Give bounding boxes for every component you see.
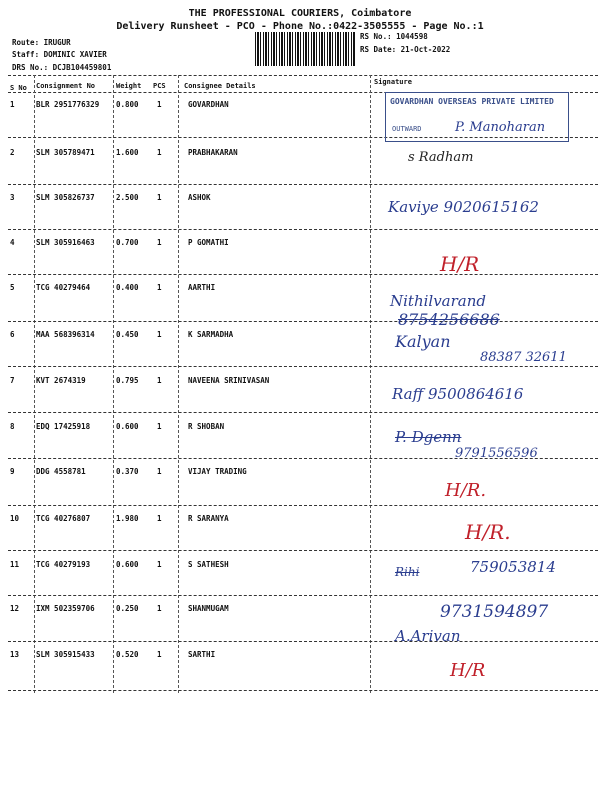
row-pcs: 1 xyxy=(157,148,162,157)
row-consignee: PRABHAKARAN xyxy=(188,148,238,157)
col-consignment: Consignment No xyxy=(36,82,96,90)
signature-5a: Nithilvarand xyxy=(390,292,486,310)
row-consignment: TCG 40279464 xyxy=(36,283,91,292)
row-sno: 6 xyxy=(10,330,15,339)
row-pcs: 1 xyxy=(157,238,162,247)
row-consignee: GOVARDHAN xyxy=(188,100,229,109)
row-consignee: AARTHI xyxy=(188,283,216,292)
row-weight: 2.500 xyxy=(116,193,139,202)
row-weight: 1.600 xyxy=(116,148,139,157)
row-sno: 1 xyxy=(10,100,15,109)
row-consignee: R SARANYA xyxy=(188,514,229,523)
row-sno: 2 xyxy=(10,148,15,157)
row-sno: 11 xyxy=(10,560,20,569)
row-consignee: VIJAY TRADING xyxy=(188,467,247,476)
row-sno: 4 xyxy=(10,238,15,247)
row-weight: 0.800 xyxy=(116,100,139,109)
row-sno: 13 xyxy=(10,650,20,659)
row-divider xyxy=(8,184,598,185)
row-consignment: BLR 2951776329 xyxy=(36,100,100,109)
rs-number: RS No.: 1044598 xyxy=(360,32,428,41)
row-pcs: 1 xyxy=(157,560,162,569)
column-divider xyxy=(34,75,35,693)
company-title: THE PROFESSIONAL COURIERS, Coimbatore xyxy=(188,8,412,19)
row-consignee: R SHOBAN xyxy=(188,422,225,431)
signature-11: 759053814 xyxy=(470,558,556,576)
row-consignee: NAVEENA SRINIVASAN xyxy=(188,376,270,385)
row-sno: 7 xyxy=(10,376,15,385)
row-consignment: SLM 305826737 xyxy=(36,193,95,202)
signature-12a: 9731594897 xyxy=(440,602,549,622)
signature-7: Raff 9500864616 xyxy=(392,385,524,403)
signature-4: H/R xyxy=(440,252,480,276)
col-weight: Weight xyxy=(116,82,142,90)
column-divider xyxy=(113,75,114,693)
signature-3: Kaviye 9020615162 xyxy=(388,198,539,216)
row-sno: 5 xyxy=(10,283,15,292)
drs-number: DRS No.: DCJB104459801 xyxy=(12,63,112,72)
signature-13: H/R xyxy=(450,660,486,681)
row-consignment: MAA 568396314 xyxy=(36,330,95,339)
row-divider xyxy=(8,595,598,596)
row-weight: 0.450 xyxy=(116,330,139,339)
route-label: Route: IRUGUR xyxy=(12,38,71,47)
stamp-name: GOVARDHAN OVERSEAS PRIVATE LIMITED xyxy=(390,97,554,106)
row-consignee: SARTHI xyxy=(188,650,216,659)
signature-5b: 8754256686 xyxy=(398,310,500,329)
signature-12b: A.Arivan xyxy=(395,627,461,645)
row-pcs: 1 xyxy=(157,100,162,109)
row-pcs: 1 xyxy=(157,422,162,431)
row-consignee: SHANMUGAM xyxy=(188,604,229,613)
column-divider xyxy=(178,75,179,693)
stamp-outward: OUTWARD xyxy=(392,125,422,133)
signature-10: H/R. xyxy=(465,520,511,544)
row-divider xyxy=(8,550,598,551)
signature-9: H/R. xyxy=(445,480,487,501)
row-divider xyxy=(8,321,598,322)
barcode xyxy=(255,32,355,66)
row-pcs: 1 xyxy=(157,376,162,385)
row-consignment: SLM 305915433 xyxy=(36,650,95,659)
runsheet-subtitle: Delivery Runsheet - PCO - Phone No.:0422-3505555 - Page No.:1 xyxy=(116,21,484,32)
row-consignee: P GOMATHI xyxy=(188,238,229,247)
signature-8b: 9791556596 xyxy=(455,446,538,461)
row-consignment: KVT 2674319 xyxy=(36,376,86,385)
signature-1: P. Manoharan xyxy=(455,120,546,135)
row-consignment: TCG 40276807 xyxy=(36,514,91,523)
row-pcs: 1 xyxy=(157,514,162,523)
row-weight: 0.600 xyxy=(116,422,139,431)
row-pcs: 1 xyxy=(157,330,162,339)
row-pcs: 1 xyxy=(157,650,162,659)
row-consignment: DDG 4558781 xyxy=(36,467,86,476)
row-divider xyxy=(8,412,598,413)
signature-6a: Kalyan xyxy=(395,332,451,351)
row-pcs: 1 xyxy=(157,283,162,292)
signature-6b: 88387 32611 xyxy=(480,350,567,365)
row-divider xyxy=(8,690,598,691)
header-top-rule xyxy=(8,75,598,76)
row-consignment: SLM 305789471 xyxy=(36,148,95,157)
row-weight: 0.700 xyxy=(116,238,139,247)
row-divider xyxy=(8,505,598,506)
row-consignee: S SATHESH xyxy=(188,560,229,569)
row-consignee: K SARMADHA xyxy=(188,330,234,339)
row-pcs: 1 xyxy=(157,604,162,613)
rs-date: RS Date: 21-Oct-2022 xyxy=(360,45,451,54)
row-consignment: IXM 502359706 xyxy=(36,604,95,613)
row-sno: 8 xyxy=(10,422,15,431)
row-consignment: TCG 40279193 xyxy=(36,560,91,569)
row-sno: 10 xyxy=(10,514,20,523)
row-weight: 0.520 xyxy=(116,650,139,659)
col-pcs: PCS xyxy=(153,82,166,90)
column-divider xyxy=(370,75,371,693)
row-sno: 9 xyxy=(10,467,15,476)
signature-2: s Radham xyxy=(408,150,474,165)
row-divider xyxy=(8,366,598,367)
staff-label: Staff: DOMINIC XAVIER xyxy=(12,50,107,59)
row-consignment: EDQ 17425918 xyxy=(36,422,91,431)
signature-11-strike: Rihi xyxy=(395,565,420,579)
row-divider xyxy=(8,274,598,275)
row-weight: 0.795 xyxy=(116,376,139,385)
row-weight: 1.980 xyxy=(116,514,139,523)
row-pcs: 1 xyxy=(157,467,162,476)
row-weight: 0.400 xyxy=(116,283,139,292)
row-weight: 0.600 xyxy=(116,560,139,569)
col-sno: S No xyxy=(10,84,27,92)
row-consignment: SLM 305916463 xyxy=(36,238,95,247)
signature-8a: P. Dgenn xyxy=(395,428,462,446)
col-signature: Signature xyxy=(374,78,412,86)
row-divider xyxy=(8,229,598,230)
row-pcs: 1 xyxy=(157,193,162,202)
row-sno: 3 xyxy=(10,193,15,202)
row-weight: 0.370 xyxy=(116,467,139,476)
row-sno: 12 xyxy=(10,604,20,613)
row-weight: 0.250 xyxy=(116,604,139,613)
row-divider xyxy=(8,641,598,642)
row-consignee: ASHOK xyxy=(188,193,211,202)
col-consignee: Consignee Details xyxy=(184,82,256,90)
